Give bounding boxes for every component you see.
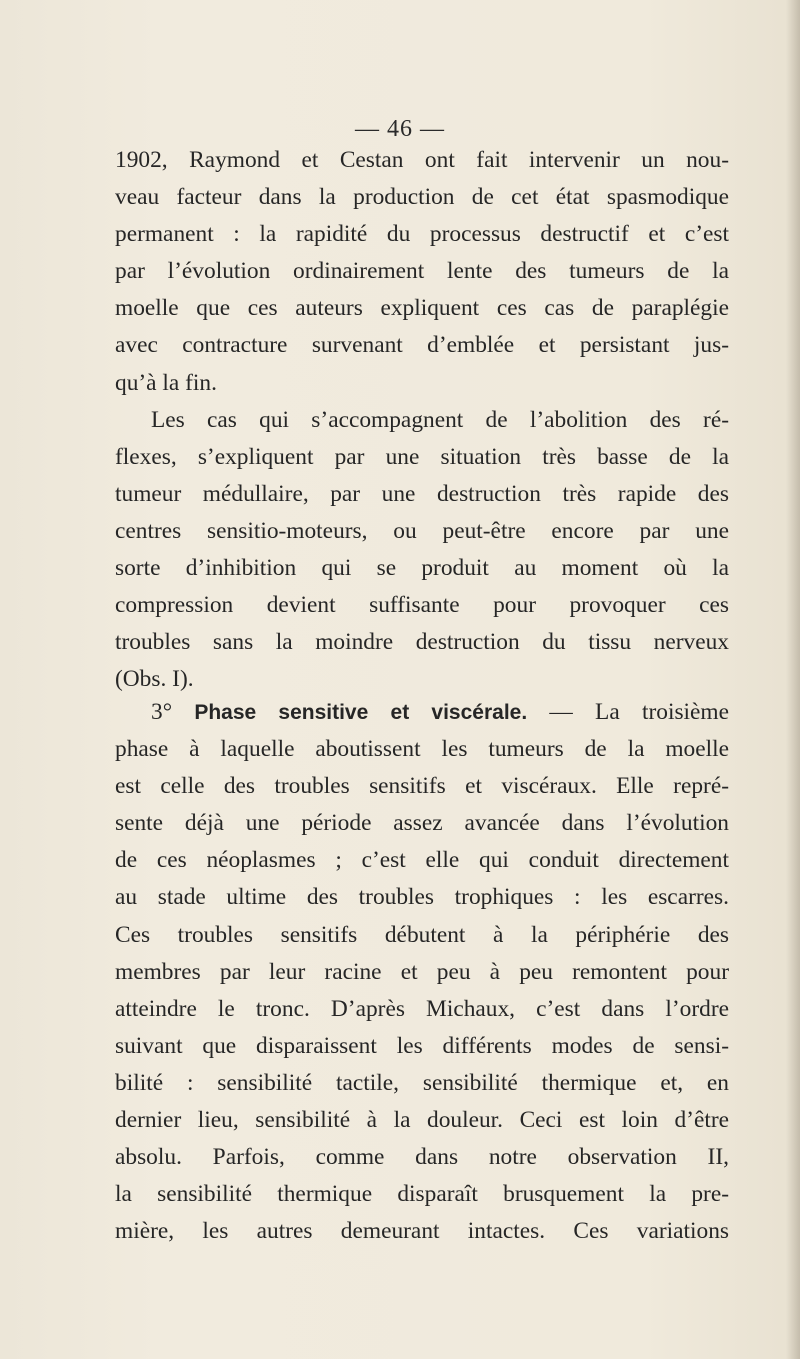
text-block-upper bbox=[115, 142, 729, 698]
text-line: au stade ultime des troubles trophiques : les escarres. bbox=[115, 884, 729, 911]
text-line: qu’à la fin. bbox=[115, 369, 217, 396]
text-line: de ces néoplasmes ; c’est elle qui conduit directement bbox=[115, 847, 729, 874]
text-line: membres par leur racine et peu à peu remontent pour bbox=[115, 958, 729, 985]
text-line: avec contracture survenant d’emblée et persistant jus- bbox=[115, 332, 729, 359]
text-line: (Obs. I). bbox=[115, 666, 194, 693]
text-line: moelle que ces auteurs expliquent ces cas de paraplégie bbox=[115, 295, 729, 322]
text-line: dernier lieu, sensibilité à la douleur. Ceci est loin d’être bbox=[115, 1107, 729, 1134]
text-line: mière, les autres demeurant intactes. Ces variations bbox=[115, 1218, 729, 1245]
text-line: Ces troubles sensitifs débutent à la périphérie des bbox=[115, 921, 729, 948]
text-block-lower bbox=[115, 694, 729, 1250]
text-line: phase à laquelle aboutissent les tumeurs de la moelle bbox=[115, 736, 729, 763]
text-line: par l’évolution ordinairement lente des tumeurs de la bbox=[115, 258, 729, 285]
text-line: Les cas qui s’accompagnent de l’abolition des ré- bbox=[151, 406, 729, 433]
text-line: compression devient suffisante pour provoquer ces bbox=[115, 592, 729, 619]
section-heading-rest: — La troisième bbox=[549, 699, 729, 725]
text-line: flexes, s’expliquent par une situation très basse de la bbox=[115, 443, 729, 470]
text-line: tumeur médullaire, par une destruction très rapide des bbox=[115, 480, 729, 507]
text-line: sente déjà une période assez avancée dans l’évolution bbox=[115, 810, 729, 837]
text-line: atteindre le tronc. D’après Michaux, c’est dans l’ordre bbox=[115, 995, 729, 1022]
text-line: 1902, Raymond et Cestan ont fait intervenir un nou- bbox=[115, 147, 729, 173]
text-line: est celle des troubles sensitifs et viscéraux. Elle repré- bbox=[115, 773, 729, 800]
text-line: centres sensitio-moteurs, ou peut-être encore par une bbox=[115, 517, 729, 544]
text-line: suivant que disparaissent les différents modes de sensi- bbox=[115, 1032, 729, 1059]
text-line: permanent : la rapidité du processus destructif et c’est bbox=[115, 221, 729, 248]
text-line: troubles sans la moindre destruction du tissu nerveux bbox=[115, 629, 729, 656]
text-line: bilité : sensibilité tactile, sensibilité thermique et, en bbox=[115, 1069, 729, 1096]
text-line: veau facteur dans la production de cet état spasmodique bbox=[115, 184, 729, 211]
page-number: — 46 — bbox=[355, 116, 445, 142]
text-line: absolu. Parfois, comme dans notre observation II, bbox=[115, 1144, 729, 1171]
page-edge-shadow bbox=[786, 0, 800, 1359]
section-number: 3° bbox=[151, 699, 173, 725]
text-line: la sensibilité thermique disparaît brusquement la pre- bbox=[115, 1181, 729, 1208]
section-heading-line bbox=[115, 694, 729, 731]
text-line: sorte d’inhibition qui se produit au moment où la bbox=[115, 555, 729, 582]
section-heading: Phase sensitive et viscérale. bbox=[194, 701, 528, 724]
